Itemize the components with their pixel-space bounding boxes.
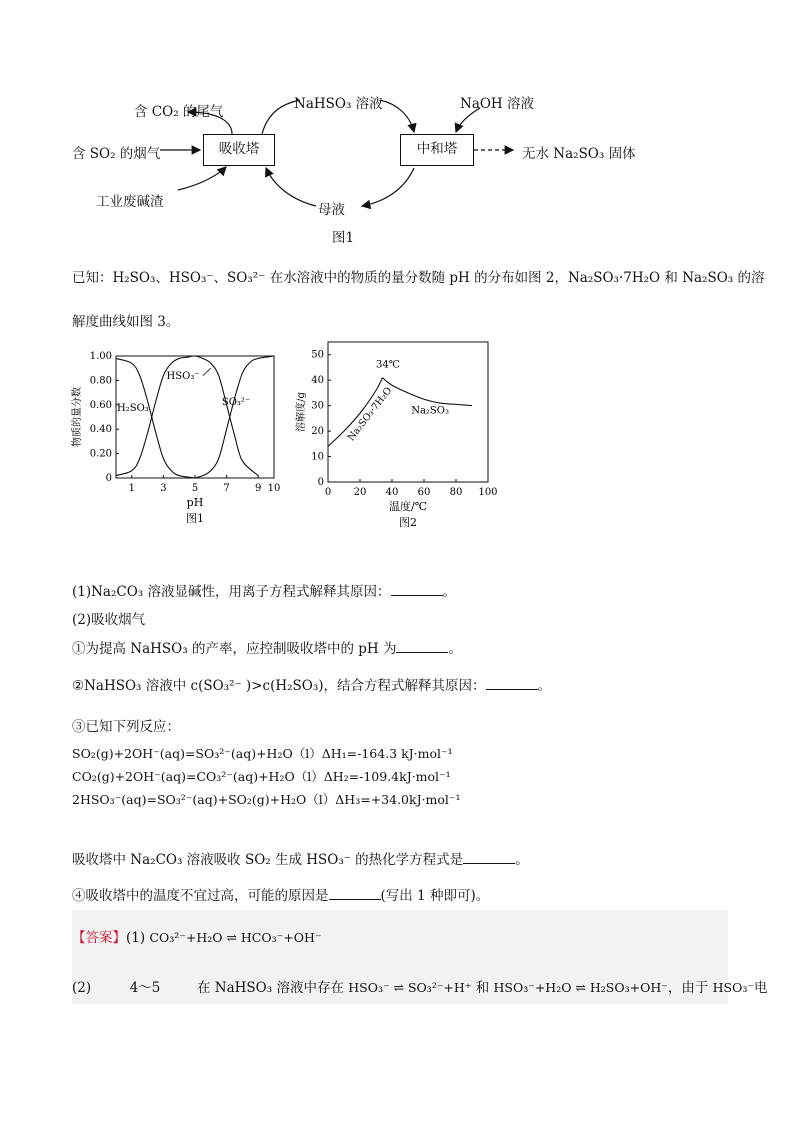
x-tick-label: 60 [417,487,431,498]
y-tick-label: 0.80 [89,375,112,387]
x-tick-label: 20 [353,487,367,498]
y-tick-label: 0 [317,477,324,488]
chart-caption: 图2 [399,516,417,529]
product-label: 无水 Na₂SO₃ 固体 [522,146,636,162]
answer-1-equation: CO₃²⁻+H₂O ⇌ HCO₃⁻+OH⁻ [149,930,322,945]
figure-caption: 图1 [332,230,355,246]
chart-caption: 图1 [186,512,204,525]
distribution-chart [70,338,300,538]
tail-gas-label: 含 CO₂ 的尾气 [134,104,224,120]
answer-2-ion: HSO₃⁻ [712,980,754,995]
y-axis-label: 溶解度/g [296,392,307,432]
answer-2: (2) 4～5 在 NaHSO₃ 溶液中存在 HSO₃⁻ ⇌ SO₃²⁻+H⁺ 和 HSO₃⁻+H₂O ⇌ H₂SO₃+OH⁻，由于 HSO₃⁻电 [72,980,768,996]
answer-blank[interactable] [486,677,538,690]
x-tick-label: 5 [191,483,199,494]
absorber-box: 吸收塔 [203,134,275,166]
y-tick-label: 0.40 [89,424,112,436]
annotation-label: 34℃ [376,359,400,371]
question-2-3: ③已知下列反应： [72,719,180,735]
answer-2-eq2: HSO₃⁻+H₂O ⇌ H₂SO₃+OH⁻ [493,980,668,995]
y-tick-label: 1.00 [89,351,112,362]
plot-frame [328,342,488,482]
y-tick-label: 0.60 [89,399,112,411]
x-tick-label: 80 [449,487,463,498]
question-1: (1)Na₂CO₃ 溶液显碱性，用离子方程式解释其原因： 。 [72,584,456,600]
series-label: H₂SO₃ [117,402,149,414]
y-tick-label: 20 [311,426,324,438]
question-2-2: ②NaHSO₃ 溶液中 c(SO₃²⁻ )>c(H₂SO₃)，结合方程式解释其原因： 。 [72,678,552,694]
waste-residue-label: 工业废碱渣 [96,194,164,210]
answer-blank[interactable] [396,640,448,653]
series-label: SO₃²⁻ [221,396,251,408]
series-label: Na₂SO₃·7H₂O [345,385,395,444]
y-tick-label: 30 [311,400,324,412]
series-line-2 [195,356,274,478]
question-2: (2)吸收烟气 [72,612,146,628]
answer-blank[interactable] [391,583,443,596]
y-tick-label: 10 [311,451,324,463]
y-axis-label: 物质的量分数 [72,387,83,447]
x-axis-label: 温度/℃ [388,500,428,513]
question-2-3b: 吸收塔中 Na₂CO₃ 溶液吸收 SO₂ 生成 HSO₃⁻ 的热化学方程式是 。 [72,852,529,868]
answer-blank[interactable] [463,851,515,864]
x-tick-label: 7 [223,483,230,494]
x-tick-label: 9 [255,483,262,494]
question-2-1: ①为提高 NaHSO₃ 的产率，应控制吸收塔中的 pH 为 。 [72,641,462,657]
mother-liquor-label: 母液 [318,202,345,218]
x-axis-label: pH [186,496,204,509]
question-2-4: ④吸收塔中的温度不宜过高，可能的原因是 (写出 1 种即可)。 [72,888,490,904]
answer-2-eq1: HSO₃⁻ ⇌ SO₃²⁻+H⁺ [348,980,472,995]
answer-2-range: 4～5 [129,980,161,996]
x-tick-label: 3 [160,483,167,494]
equation-1: SO₂(g)+2OH⁻(aq)=SO₃²⁻(aq)+H₂O（l）ΔH₁=-164.3 kJ·mol⁻¹ [72,746,453,761]
x-tick-label: 40 [385,487,399,498]
y-tick-label: 0 [105,473,112,484]
series-label: Na₂SO₃ [411,405,449,417]
series-line-1 [382,378,472,406]
answer-blank[interactable] [329,887,381,900]
equation-3: 2HSO₃⁻(aq)=SO₃²⁻(aq)+SO₂(g)+H₂O（l）ΔH₃=+34.0kJ·mol⁻¹ [72,792,461,807]
equation-2: CO₂(g)+2OH⁻(aq)=CO₃²⁻(aq)+H₂O（l）ΔH₂=-109.4kJ·mol⁻¹ [72,769,451,784]
intro-line-2: 解度曲线如图 3。 [72,314,180,330]
solubility-chart [290,328,520,538]
naoh-label: NaOH 溶液 [460,96,534,112]
x-tick-label: 100 [478,487,498,498]
series-label: HSO₃⁻ [166,371,200,383]
label-pointer [203,368,211,375]
y-tick-label: 40 [311,375,324,387]
nahso3-label: NaHSO₃ 溶液 [294,96,383,112]
x-tick-label: 0 [324,487,332,498]
intro-line-1: 已知：H₂SO₃、HSO₃⁻、SO₃²⁻ 在水溶液中的物质的量分数随 pH 的分布如图 2，Na₂SO₃·7H₂O 和 Na₂SO₃ 的溶 [72,270,765,286]
y-tick-label: 50 [311,349,324,361]
x-tick-label: 10 [267,483,281,494]
neutralizer-box: 中和塔 [400,134,474,166]
y-tick-label: 0.20 [89,448,112,460]
x-tick-label: 1 [128,483,135,494]
answer-1: 【答案】(1) CO₃²⁻+H₂O ⇌ HCO₃⁻+OH⁻ [72,930,322,946]
flue-gas-label: 含 SO₂ 的烟气 [72,146,161,162]
answer-tag: 【答案】 [72,930,126,946]
